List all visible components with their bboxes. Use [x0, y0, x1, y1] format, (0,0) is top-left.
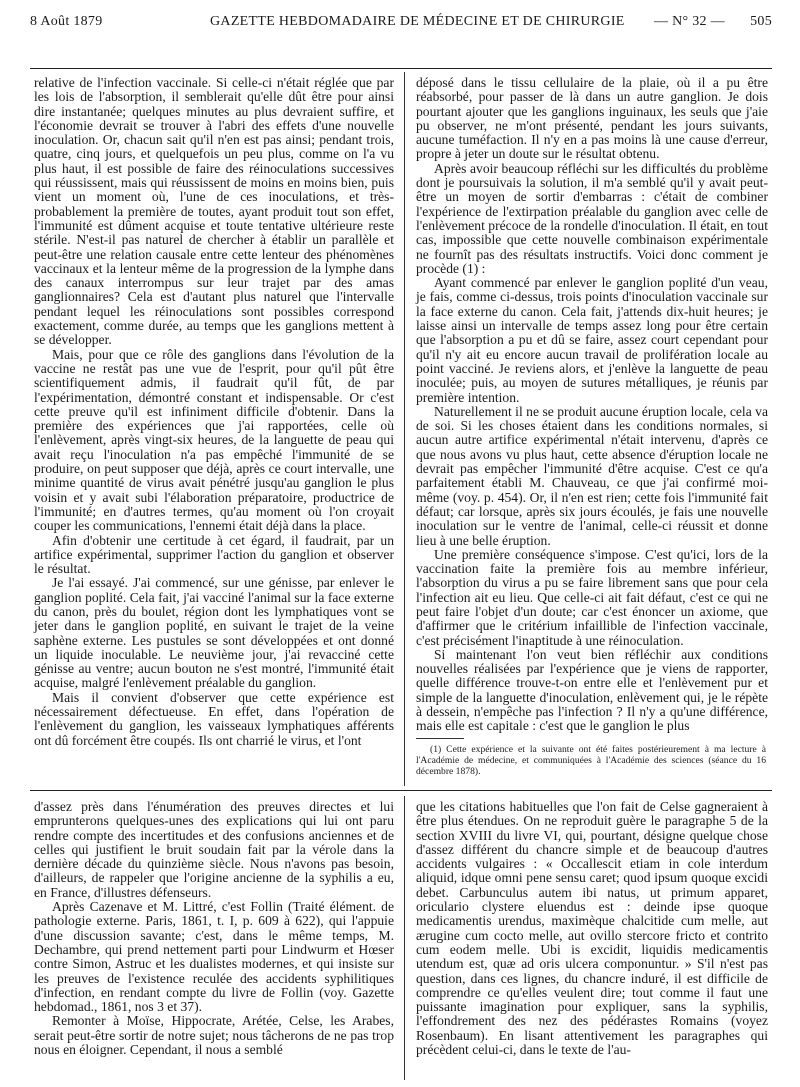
paragraph: Afin d'obtenir une certitude à cet égard, il faudrait, par un artifice expérimental, supprimer l'action du ganglion et observer le résultat.	[34, 532, 394, 577]
paragraph: Je l'ai essayé. J'ai commencé, sur une génisse, par enlever le ganglion poplité. Cela fait, j'ai vacciné l'animal sur la face externe du canon, près du boulet, région dont les lymphatiques vont se jeter dans le ganglion poplité, en suivant le trajet de la veine saphène externe. Les pustules se sont développées et ont donné un liquide inoculable. Le neuvième jour, j'ai revacciné cette génisse au ventre; aucun bouton ne s'est montré, l'immunité était acquise, malgré l'enlèvement préalable du ganglion.	[34, 575, 394, 691]
paragraph: Mais il convient d'observer que cette expérience est nécessairement défectueuse. En effet, dans l'opération de l'enlèvement du ganglion, les vaisseaux lymphatiques afférents ont dû forcément être coupés. Ils ont charrié le virus, et l'ont	[34, 689, 394, 748]
paragraph: Remonter à Moïse, Hippocrate, Arétée, Celse, les Arabes, serait peut-être sortir de notre sujet; nous tâcherons de ne pas trop nous en éloigner. Cependant, il nous a semblé	[34, 1013, 394, 1058]
paragraph: d'assez près dans l'énumération des preuves directes et lui emprunterons quelques-unes des explications qui lui ont paru rendre compte des incertitudes et des confusions anciennes et de celles qui justifient le bruit soudain fait par la vérole dans la dernière décade du quinzième siècle. Nous n'avons pas besoin, d'ailleurs, de rappeler que l'origine ancienne de la syphilis a eu, en France, d'illustres défenseurs.	[34, 799, 394, 900]
journal-title: GAZETTE HEBDOMADAIRE DE MÉDECINE ET DE CHIRURGIE	[210, 14, 625, 29]
paragraph: Si maintenant l'on veut bien réfléchir aux conditions nouvelles réalisées par l'expérience que je viens de rapporter, quelle différence trouve-t-on entre elle et l'enlèvement pur et simple de la languette d'inoculation, enlèvement qui, je le répète à dessein, n'empêche pas l'infection ? Il n'y a qu'une différence, mais elle est capitale : c'est que le ganglion le plus	[416, 646, 768, 734]
paragraph: Après avoir beaucoup réfléchi sur les difficultés du problème dont je poursuivais la solution, il m'a semblé qu'il y avait peut-être un moyen de sortir d'embarras : c'était de combiner l'expérience de l'extirpation préalable du ganglion avec celle de l'enlèvement précoce de la rondelle d'inoculation. Il était, en tout cas, impossible que cette nouvelle combinaison expérimentale ne fournît pas des résultats instructifs. Voici donc comment je procède (1) :	[416, 160, 768, 276]
paragraph: déposé dans le tissu cellulaire de la plaie, où il a pu être réabsorbé, pour passer de là dans un autre ganglion. Je dois pourtant ajouter que les ganglions inguinaux, les seuls que j'aie pu observer, ne m'ont présenté, pendant les jours suivants, aucune tuméfaction. Il n'y en a pas moins là une cause d'erreur, propre à jeter un doute sur le résultat obtenu.	[416, 75, 768, 162]
paragraph: Après Cazenave et M. Littré, c'est Follin (Traité élément. de pathologie externe. Paris, 1861, t. I, p. 609 à 622), qui l'appuie d'une discussion savante; c'est, dans le même temps, M. Dechambre, qui prend nettement parti pour Lindwurm et Hœser contre Simon, Astruc et les dualistes modernes, et qui insiste sur les preuves de l'existence reculée des accidents syphilitiques d'infection, en rendant compte du livre de Follin (voy. Gazette hebdomad., 1861, nos 3 et 37).	[34, 899, 394, 1015]
issue-date: 8 Août 1879	[30, 14, 103, 29]
article-column-right	[416, 76, 768, 732]
feuilleton-column-right	[416, 800, 768, 1080]
issue-number: — N° 32 —	[654, 14, 725, 29]
column-divider	[404, 72, 405, 786]
paragraph: Une première conséquence s'impose. C'est qu'ici, lors de la vaccination faite la première fois au membre inférieur, l'absorption du virus a pu se faire librement sans que pour cela l'infection ait eu lieu. Que celle-ci ait fait défaut, c'est ce qui ne peut faire l'objet d'un doute; car c'est énoncer un axiome, que d'affirmer que le critérium infaillible de l'infection vaccinale, c'est précisément l'inaptitude à une réinoculation.	[416, 546, 768, 648]
feuilleton-column-left	[34, 800, 394, 1080]
paragraph: Mais, pour que ce rôle des ganglions dans l'évolution de la vaccine ne restât pas une vue de l'esprit, pour qu'il pût être scientifiquement admis, il faudrait qu'il fût, de par l'expérimentation, démontré constant et indispensable. Or c'est cette preuve qu'il est infiniment difficile d'obtenir. Dans la première des expériences que j'ai rapportées, celle où l'enlèvement, après vingt-six heures, de la languette de peau qui avait reçu l'inoculation n'a pas empêché l'immunité de se produire, on peut supposer que déjà, après ce court intervalle, une minime quantité de virus avait pénétré jusqu'au ganglion le plus voisin et y avait subi l'élaboration préparatoire, productrice de l'immunité; en d'autres termes, qu'au moment où l'on croyait couper les communications, l'ennemi était déjà dans la place.	[34, 346, 394, 534]
footnote-text: (1) Cette expérience et la suivante ont été faites postérieurement à ma lecture à l'Académie de médecine, et communiquées à l'Académie des sciences (séance du 16 décembre 1878).	[416, 744, 766, 777]
section-rule	[30, 790, 772, 791]
footnote	[416, 744, 766, 777]
article-column-left	[34, 75, 394, 748]
header-rule	[30, 68, 772, 69]
paragraph: Ayant commencé par enlever le ganglion poplité d'un veau, je fais, comme ci-dessus, trois points d'inoculation vaccinale sur la face externe du canon. Cela fait, j'attends dix-huit heures; je laisse ainsi un intervalle de temps assez long pour être certain que l'absorption a pu et dû se faire, assez court cependant pour qu'il n'y ait eu encore aucun travail de prolifération locale au point vacciné. Je reviens alors, et j'enlève la languette de peau inoculée; puis, au moyen de sutures métalliques, je réunis par première intention.	[416, 275, 768, 405]
paragraph: que les citations habituelles que l'on fait de Celse gagneraient à être plus étendues. On ne reproduit guère le paragraphe 5 de la section XVIII du livre VI, qui, pourtant, désigne quelque chose d'assez différent du chancre simple et de beaucoup d'autres accidents vulgaires : « Occallescit etiam in cole interdum aliquid, idque omni pene sensu caret; quod ipsum quoque excidi debet. Carbunculus autem ibi natus, ut primum apparet, oriculario clystere eluendus est : deinde ipse quoque medicamentis urendus, maximèque chalcitide cum melle, aut ærugine cum cocto melle, aut ovillo stercore fricto et contrito cum eodem melle. Ubi is excidit, liquidis medicamentis utendum est, quæ ad oris ulcera componuntur. » S'il n'est pas question, dans ces lignes, du chancre induré, il est difficile de comprendre ce qu'elles veulent dire; tout comme il faut une puissante imagination pour expliquer, sans la syphilis, l'effondrement des nez des pédérastes Romains (voyez Rosenbaum). En lisant attentivement les paragraphes qui précèdent celui-ci, dans le texte de l'au-	[416, 799, 768, 1058]
page-number: 505	[750, 14, 772, 29]
column-divider	[404, 796, 405, 1080]
paragraph: Naturellement il ne se produit aucune éruption locale, cela va de soi. Si les choses étaient dans les conditions normales, si aucun autre artifice expérimental n'était intervenu, d'après ce que nous avons vu plus haut, cette absence d'éruption locale ne devrait pas empêcher l'immunité d'être acquise. C'est ce qu'a parfaitement établi M. Chauveau, ce que j'ai confirmé moi-même (voy. p. 454). Or, il n'en est rien; cette fois l'immunité fait défaut; car lorsque, après six jours écoulés, je fais une nouvelle inoculation sur le ventre de l'animal, celle-ci réussit et donne lieu à une belle éruption.	[416, 403, 768, 548]
page-header	[30, 10, 772, 36]
paragraph: relative de l'infection vaccinale. Si celle-ci n'était réglée que par les lois de l'absorption, il semblerait qu'elle dût être pour ainsi dire instantanée; quelques minutes au plus devraient suffire, et l'économie devrait se trouver à l'abri des effets d'une nouvelle inoculation. Or, chacun sait qu'il n'en est pas ainsi; pendant trois, quatre, cinq jours, et quelquefois un peu plus, comme on l'a vu plus haut, il est possible de faire des réinoculations successives qui réussissent, mais qui réussissent de moins en moins bien, puis vient un moment où, l'une de ces inoculations, et très-probablement la première de toutes, ayant produit tout son effet, l'immunité est dûment acquise et toute tentative ultérieure reste stérile. N'est-il pas naturel de chercher à établir un parallèle et peut-être une relation causale entre cette lenteur des phénomènes vaccinaux et la lenteur même de la progression de la lymphe dans des canaux interrompus sur leur trajet par des amas ganglionnaires? Cela est d'autant plus naturel que l'intervalle pendant lequel les réinoculations sont possibles correspond exactement, comme durée, au temps que les ganglions mettent à se développer.	[34, 75, 394, 348]
footnote-rule	[416, 738, 464, 739]
